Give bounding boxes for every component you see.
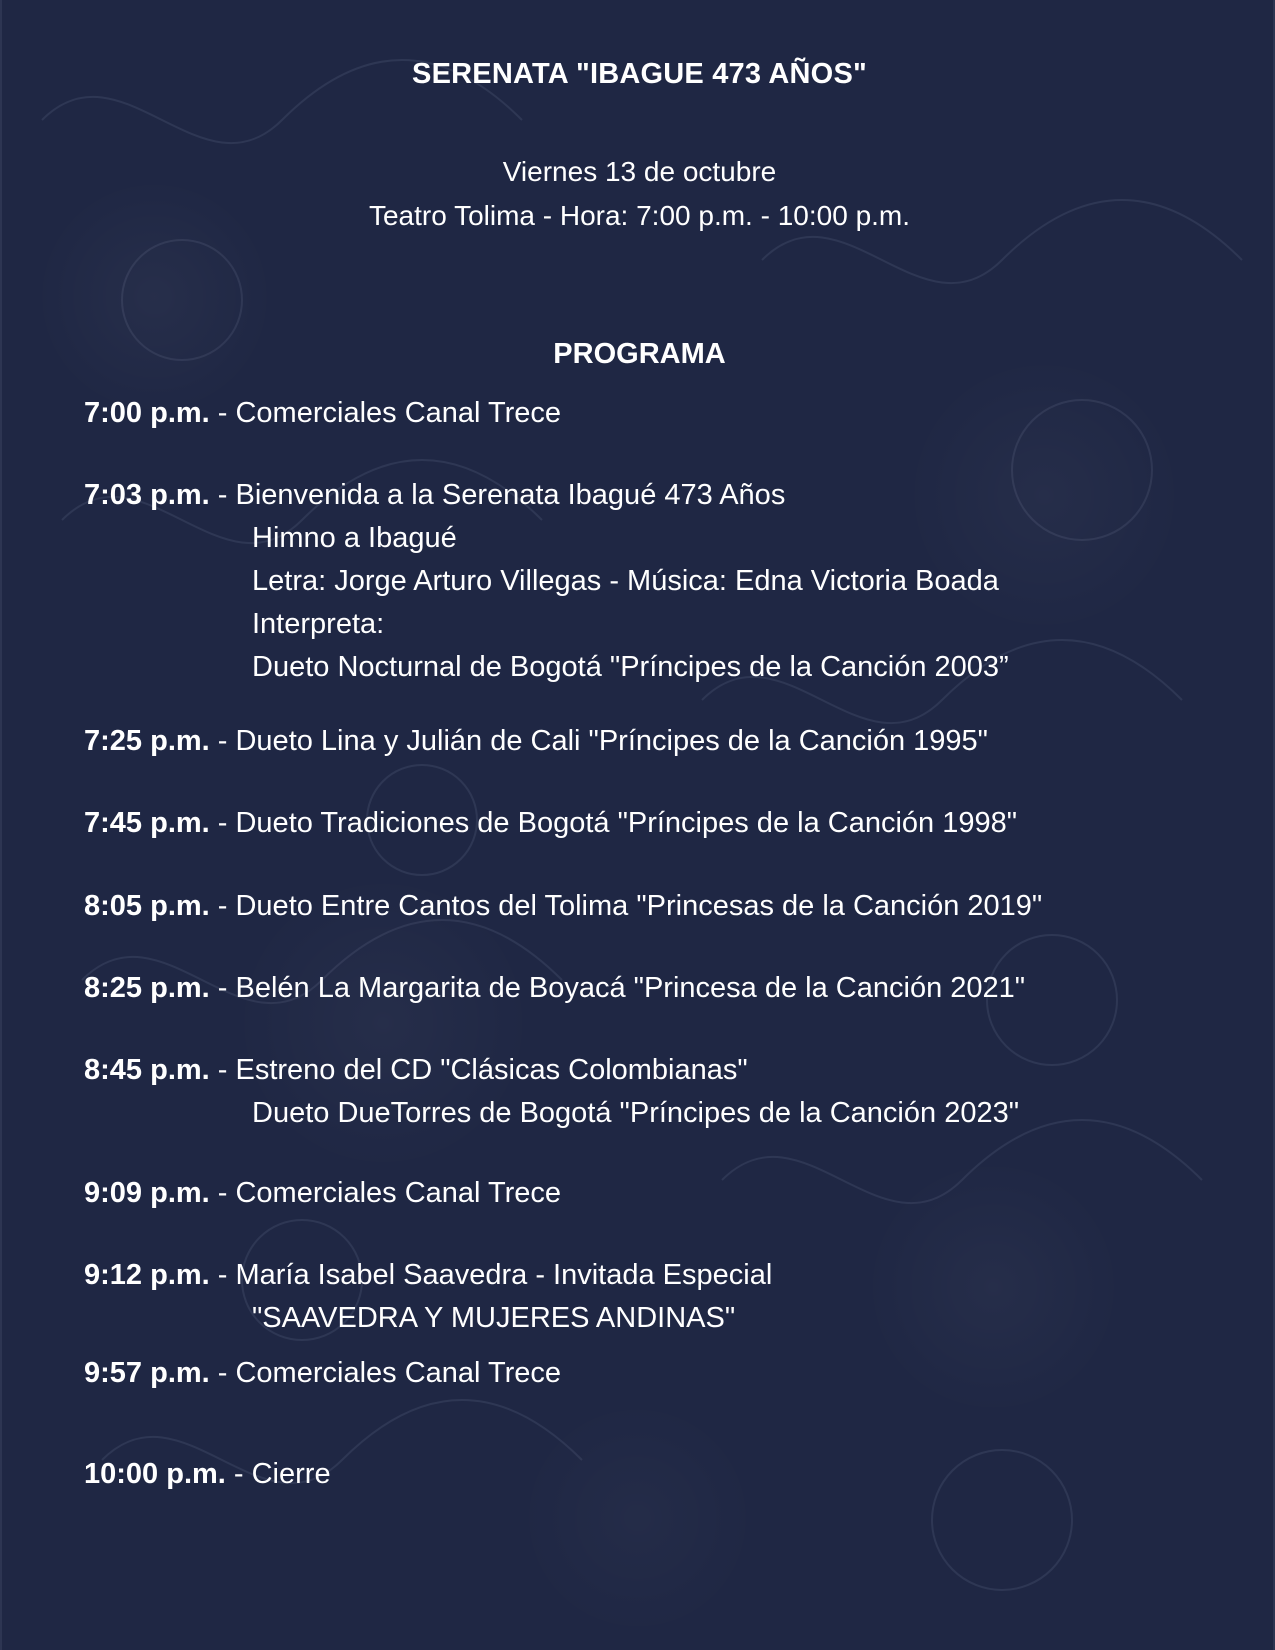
- program-entry: [84, 392, 561, 435]
- entry-time: 8:45 p.m.: [84, 1054, 210, 1086]
- entry-time: 7:45 p.m.: [84, 807, 210, 839]
- entry-detail-line: Dueto Nocturnal de Bogotá "Príncipes de la Canción 2003”: [252, 651, 1009, 683]
- entry-description: - Comerciales Canal Trece: [209, 1177, 562, 1209]
- entry-description: - María Isabel Saavedra - Invitada Especial: [209, 1259, 773, 1291]
- program-entry: [84, 474, 1009, 689]
- entry-description: - Dueto Entre Cantos del Tolima "Princesas de la Canción 2019": [209, 890, 1043, 922]
- entry-description: - Comerciales Canal Trece: [209, 397, 562, 429]
- program-entry: [84, 1049, 1019, 1135]
- entry-description: - Cierre: [225, 1458, 331, 1490]
- program-entry: [84, 720, 988, 763]
- program-entry: [84, 885, 1042, 928]
- program-entry: [84, 802, 1017, 845]
- entry-description: - Dueto Tradiciones de Bogotá "Príncipes de la Canción 1998": [209, 807, 1018, 839]
- entry-description: - Bienvenida a la Serenata Ibagué 473 Años: [209, 479, 786, 511]
- program-entry: [84, 967, 1025, 1010]
- entry-time: 9:57 p.m.: [84, 1357, 210, 1389]
- entry-description: - Estreno del CD "Clásicas Colombianas": [209, 1054, 748, 1086]
- event-venue-time: Teatro Tolima - Hora: 7:00 p.m. - 10:00 p.m.: [368, 200, 911, 231]
- event-title: SERENATA "IBAGUE 473 AÑOS": [412, 58, 867, 90]
- program-entry: [84, 1453, 331, 1496]
- entry-time: 9:09 p.m.: [84, 1177, 210, 1209]
- entry-detail-line: "SAAVEDRA Y MUJERES ANDINAS": [252, 1302, 736, 1334]
- entry-time: 7:03 p.m.: [84, 479, 210, 511]
- entry-detail-line: Dueto DueTorres de Bogotá "Príncipes de la Canción 2023": [252, 1097, 1019, 1129]
- entry-detail-line: Himno a Ibagué: [252, 522, 457, 554]
- entry-detail-line: Interpreta:: [252, 608, 385, 640]
- entry-time: 8:05 p.m.: [84, 890, 210, 922]
- entry-description: - Belén La Margarita de Boyacá "Princesa de la Canción 2021": [209, 972, 1026, 1004]
- event-date: Viernes 13 de octubre: [502, 156, 777, 187]
- entry-time: 8:25 p.m.: [84, 972, 210, 1004]
- entry-time: 7:00 p.m.: [84, 397, 210, 429]
- entry-description: - Comerciales Canal Trece: [209, 1357, 562, 1389]
- entry-description: - Dueto Lina y Julián de Cali "Príncipes de la Canción 1995": [209, 725, 988, 757]
- program-entry: [84, 1352, 561, 1395]
- entry-time: 7:25 p.m.: [84, 725, 210, 757]
- entry-time: 10:00 p.m.: [84, 1458, 226, 1490]
- entry-detail-line: Letra: Jorge Arturo Villegas - Música: Edna Victoria Boada: [252, 565, 999, 597]
- program-entry: [84, 1172, 561, 1215]
- entry-time: 9:12 p.m.: [84, 1259, 210, 1291]
- program-entry: [84, 1254, 772, 1340]
- program-heading: PROGRAMA: [553, 338, 726, 370]
